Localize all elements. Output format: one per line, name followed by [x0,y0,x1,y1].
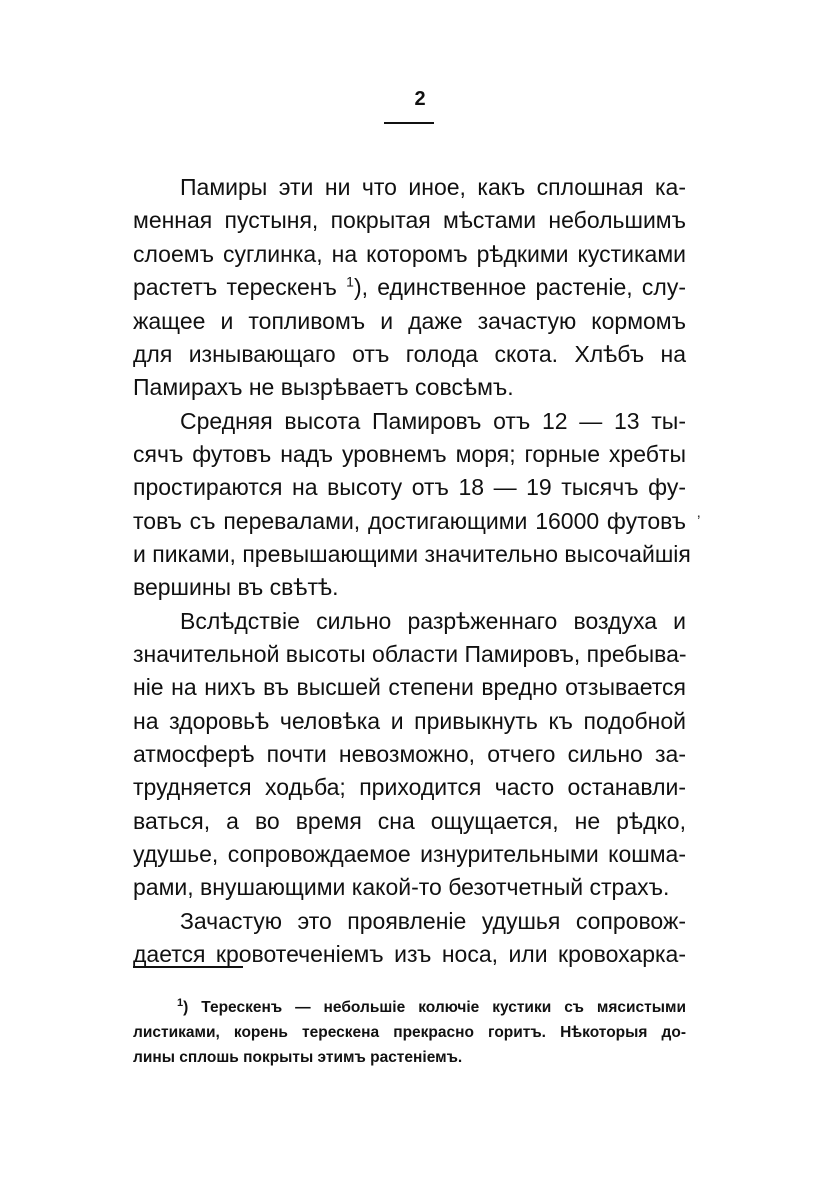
text-line: Вслѣдствiе сильно разрѣженнаго воздуха и [180,608,686,634]
text-line: вершины въ свѣтѣ. [133,574,339,600]
text-line: менная пустыня, покрытая мѣстами небольшимъ [133,207,686,233]
text-line: рами, внушающими какой-то безотчетный страхъ. [133,874,670,900]
text-segment: ) Терескенъ — небольшiе колючiе кустики съ мясистыми [183,999,686,1016]
text-line: жащее и топливомъ и даже зачастую кормомъ [133,308,686,334]
text-segment: ), единственное растенiе, слу- [353,274,686,300]
text-line: Средняя высота Памировъ отъ 12 — 13 ты- [180,408,686,434]
text-line: сячъ футовъ надъ уровнемъ моря; горные хребты [133,441,686,467]
text-line: атмосферѣ почти невозможно, отчего сильно за- [133,741,686,767]
text-line: Памирахъ не вызрѣваетъ совсѣмъ. [133,374,514,400]
text-line: Памиры эти ни что иное, какъ сплошная ка- [180,174,686,200]
page-number: 2 [414,88,426,110]
text-line: и пиками, превышающими значительно высочайшiя [133,541,691,567]
text-line: трудняется ходьба; приходится часто останавли- [133,774,686,800]
text-line: удушье, сопровождаемое изнурительными кошма- [133,841,686,867]
text-line: слоемъ суглинка, на которомъ рѣдкими кустиками [133,241,686,267]
footnote-rule [133,966,243,968]
text-line: простираются на высоту отъ 18 — 19 тысячъ фу- [133,474,686,500]
text-line: товъ съ перевалами, достигающими 16000 футовъ [133,508,686,534]
text-line: значительной высоты области Памировъ, пребыва- [133,641,687,667]
text-line: нiе на нихъ въ высшей степени вредно отзывается [133,674,686,700]
text-line: для изнывающаго отъ голода скота. Хлѣбъ на [133,341,686,367]
footnote-reference: 1 [346,273,354,290]
text-segment: растетъ терескенъ [133,274,347,300]
text-line: ваться, а во время сна ощущается, не рѣдко, [133,808,686,834]
footnote-line [133,997,686,1018]
footnote-line: листиками, корень терескена прекрасно горитъ. Нѣкоторыя до- [133,1024,686,1041]
footnote-line: лины сплошь покрыты этимъ растенiемъ. [133,1049,463,1066]
text-line: Зачастую это проявленiе удушья сопровож- [180,908,686,934]
text-line: на здоровьѣ человѣка и привыкнуть къ подобной [133,708,686,734]
stray-ink-mark: ʼ [697,514,701,531]
text-line [133,273,686,301]
text-line: дается кровотеченiемъ изъ носа, или кровохарка- [133,941,686,967]
footnote-marker: 1 [177,996,184,1009]
page-number-rule [384,122,434,124]
